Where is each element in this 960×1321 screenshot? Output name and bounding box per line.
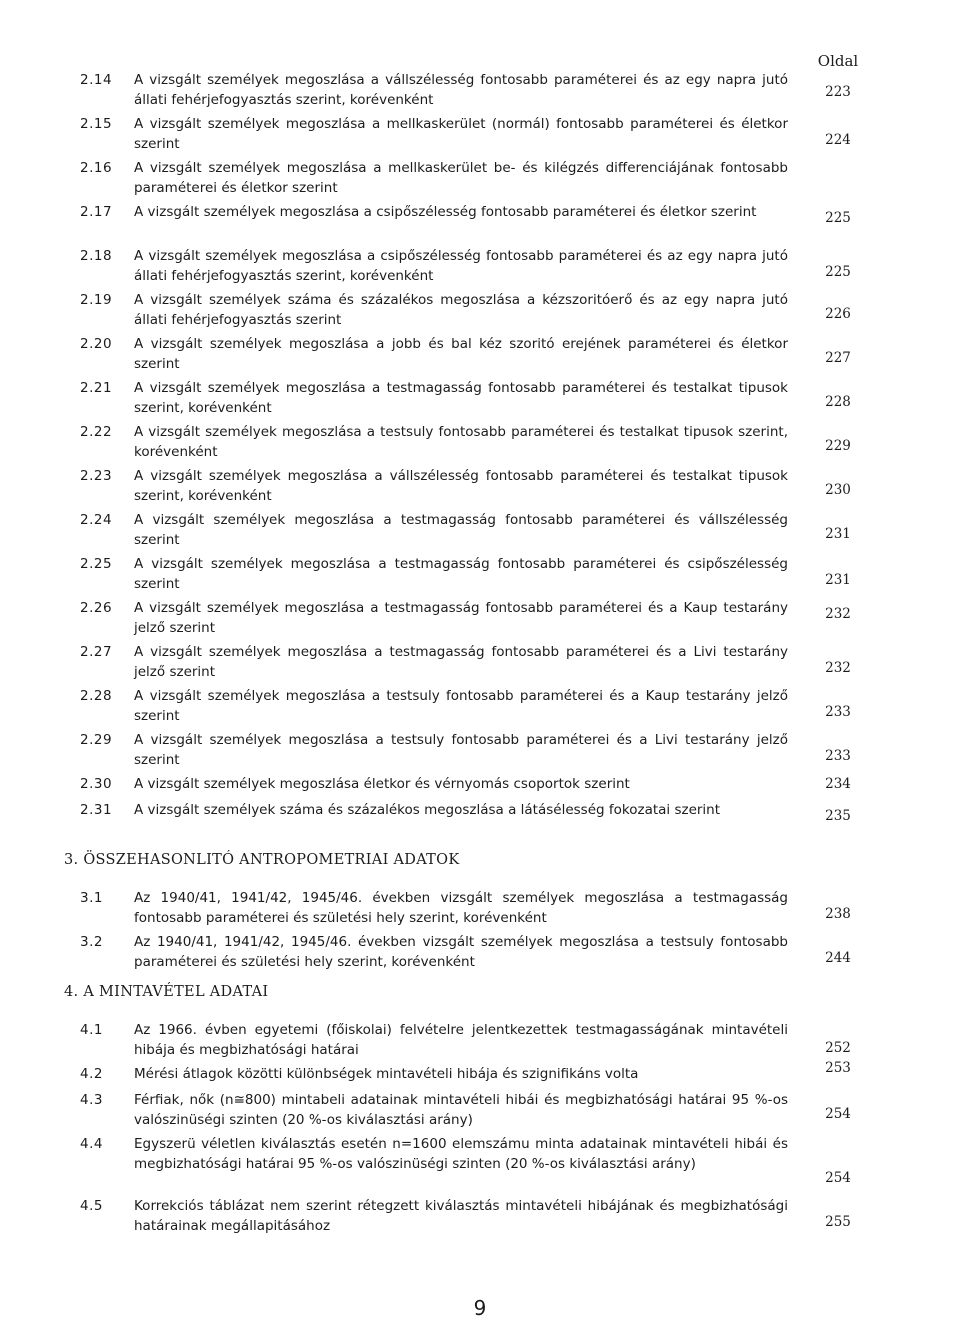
entry-title: A vizsgált személyek megoszlása a mellkaskerület be- és kilégzés differenciájának fontosabb paraméterei és életkor szerint [134, 160, 788, 196]
entry-number: 2.31 [80, 802, 113, 818]
entry-page: 232 [825, 606, 851, 622]
entry-title: A vizsgált személyek megoszlása a testmagasság fontosabb paraméterei és testalkat tipusok szerint, korévenként [134, 380, 788, 416]
entry-page: 233 [825, 748, 851, 764]
entry-title: A vizsgált személyek megoszlása a vállszélesség fontosabb paraméterei és testalkat tipusok szerint, korévenként [134, 468, 788, 504]
entry-title: A vizsgált személyek megoszlása a testsuly fontosabb paraméterei és testalkat tipusok szerint, korévenként [134, 424, 788, 460]
entry-title: Korrekciós táblázat nem szerint rétegzett kiválasztás mintavételi hibájának és megbizhatósági határainak megállapitásához [134, 1198, 788, 1234]
entry-number: 2.20 [80, 336, 113, 352]
entry-number: 2.22 [80, 424, 113, 440]
entry-page: 231 [825, 526, 851, 542]
entry-number: 2.24 [80, 512, 113, 528]
entry-title: A vizsgált személyek megoszlása a csipőszélesség fontosabb paraméterei és az egy napra jutó állati fehérjefogyasztás szerint, korévenként [134, 248, 788, 284]
section-title: ÖSSZEHASONLITÓ ANTROPOMETRIAI ADATOK [83, 852, 460, 868]
entry-number: 2.17 [80, 204, 113, 220]
entry-number: 2.15 [80, 116, 113, 132]
entry-page: 229 [825, 438, 851, 454]
entry-page: 225 [825, 264, 851, 280]
section-number: 3. [64, 852, 79, 868]
entry-number: 2.19 [80, 292, 113, 308]
entry-page: 228 [825, 394, 851, 410]
entry-page: 255 [825, 1214, 851, 1230]
entry-title: A vizsgált személyek száma és százalékos megoszlása a kézszoritóerő és az egy napra jutó állati fehérjefogyasztás szerint [134, 292, 788, 328]
entry-page: 231 [825, 572, 851, 588]
entry-title: A vizsgált személyek megoszlása a testmagasság fontosabb paraméterei és a Kaup testarány jelző szerint [134, 600, 788, 636]
entry-number: 2.21 [80, 380, 113, 396]
entry-page: 244 [825, 950, 851, 966]
entry-number: 2.28 [80, 688, 113, 704]
entry-number: 4.3 [80, 1092, 103, 1108]
entry-page: 227 [825, 350, 851, 366]
entry-page: 235 [825, 808, 851, 824]
entry-title: Az 1940/41, 1941/42, 1945/46. években vizsgált személyek megoszlása a testmagasság fontosabb paraméterei és születési hely szerint, korévenként [134, 890, 788, 926]
entry-page: 233 [825, 704, 851, 720]
entry-number: 4.4 [80, 1136, 103, 1152]
entry-number: 4.1 [80, 1022, 103, 1038]
entry-title: A vizsgált személyek megoszlása a vállszélesség fontosabb paraméterei és az egy napra jutó állati fehérjefogyasztás szerint, korévenként [134, 72, 788, 108]
entry-title: A vizsgált személyek megoszlása a testmagasság fontosabb paraméterei és csipőszélesség szerint [134, 556, 788, 592]
section-title: A MINTAVÉTEL ADATAI [83, 984, 269, 1000]
entry-title: A vizsgált személyek megoszlása a jobb és bal kéz szoritó erejének paraméterei és életkor szerint [134, 336, 788, 372]
entry-number: 2.23 [80, 468, 113, 484]
entry-title: Egyszerü véletlen kiválasztás esetén n=1600 elemszámu minta adatainak mintavételi hibái és megbizhatósági határai 95 %-os valószinüségi szinten (20 %-os kiválasztási arány) [134, 1136, 788, 1172]
page-number: 9 [473, 1296, 487, 1320]
entry-page: 224 [825, 132, 851, 148]
entry-page: 252 [825, 1040, 851, 1056]
entry-title: A vizsgált személyek megoszlása a testsuly fontosabb paraméterei és a Livi testarány jelző szerint [134, 732, 788, 768]
entry-page: 238 [825, 906, 851, 922]
entry-page: 254 [825, 1106, 851, 1122]
entry-number: 2.30 [80, 776, 113, 792]
entry-number: 3.2 [80, 934, 103, 950]
entry-number: 2.18 [80, 248, 113, 264]
entry-title: Az 1966. évben egyetemi (főiskolai) felvételre jelentkezettek testmagasságának mintavételi hibája és megbizhatósági határai [134, 1022, 788, 1058]
entry-title: A vizsgált személyek megoszlása a testsuly fontosabb paraméterei és a Kaup testarány jelző szerint [134, 688, 788, 724]
entry-page: 254 [825, 1170, 851, 1186]
entry-page: 234 [825, 776, 851, 792]
section-heading [64, 984, 268, 1000]
entry-number: 2.14 [80, 72, 113, 88]
entry-page: 226 [825, 306, 851, 322]
page-column-header: Oldal [817, 52, 859, 70]
entry-page: 223 [825, 84, 851, 100]
entry-title: A vizsgált személyek megoszlása a testmagasság fontosabb paraméterei és a Livi testarány jelző szerint [134, 644, 788, 680]
entry-title: Mérési átlagok közötti különbségek mintavételi hibája és szignifikáns volta [134, 1066, 639, 1082]
section-number: 4. [64, 984, 79, 1000]
entry-number: 2.16 [80, 160, 113, 176]
entry-page: 232 [825, 660, 851, 676]
entry-number: 2.29 [80, 732, 113, 748]
entry-title: A vizsgált személyek megoszlása a csipőszélesség fontosabb paraméterei és életkor szerint [134, 204, 757, 220]
entry-number: 4.2 [80, 1066, 103, 1082]
entry-page: 225 [825, 210, 851, 226]
entry-number: 3.1 [80, 890, 103, 906]
entry-number: 4.5 [80, 1198, 103, 1214]
entry-title: A vizsgált személyek megoszlása a mellkaskerület (normál) fontosabb paraméterei és életkor szerint [134, 116, 788, 152]
entry-number: 2.27 [80, 644, 113, 660]
entry-title: A vizsgált személyek megoszlása a testmagasság fontosabb paraméterei és vállszélesség szerint [134, 512, 788, 548]
entry-title: Férfiak, nők (n≅800) mintabeli adatainak mintavételi hibái és megbizhatósági határai 95 %-os valószinüségi szinten (20 %-os kiválasztási arány) [134, 1092, 788, 1128]
entry-number: 2.26 [80, 600, 113, 616]
entry-number: 2.25 [80, 556, 113, 572]
section-heading [64, 852, 459, 868]
entry-page: 230 [825, 482, 851, 498]
entry-title: A vizsgált személyek megoszlása életkor és vérnyomás csoportok szerint [134, 776, 630, 792]
entry-title: Az 1940/41, 1941/42, 1945/46. években vizsgált személyek megoszlása a testsuly fontosabb paraméterei és születési hely szerint, korévenként [134, 934, 788, 970]
entry-page: 253 [825, 1060, 851, 1076]
entry-title: A vizsgált személyek száma és százalékos megoszlása a látásélesség fokozatai szerint [134, 802, 721, 818]
